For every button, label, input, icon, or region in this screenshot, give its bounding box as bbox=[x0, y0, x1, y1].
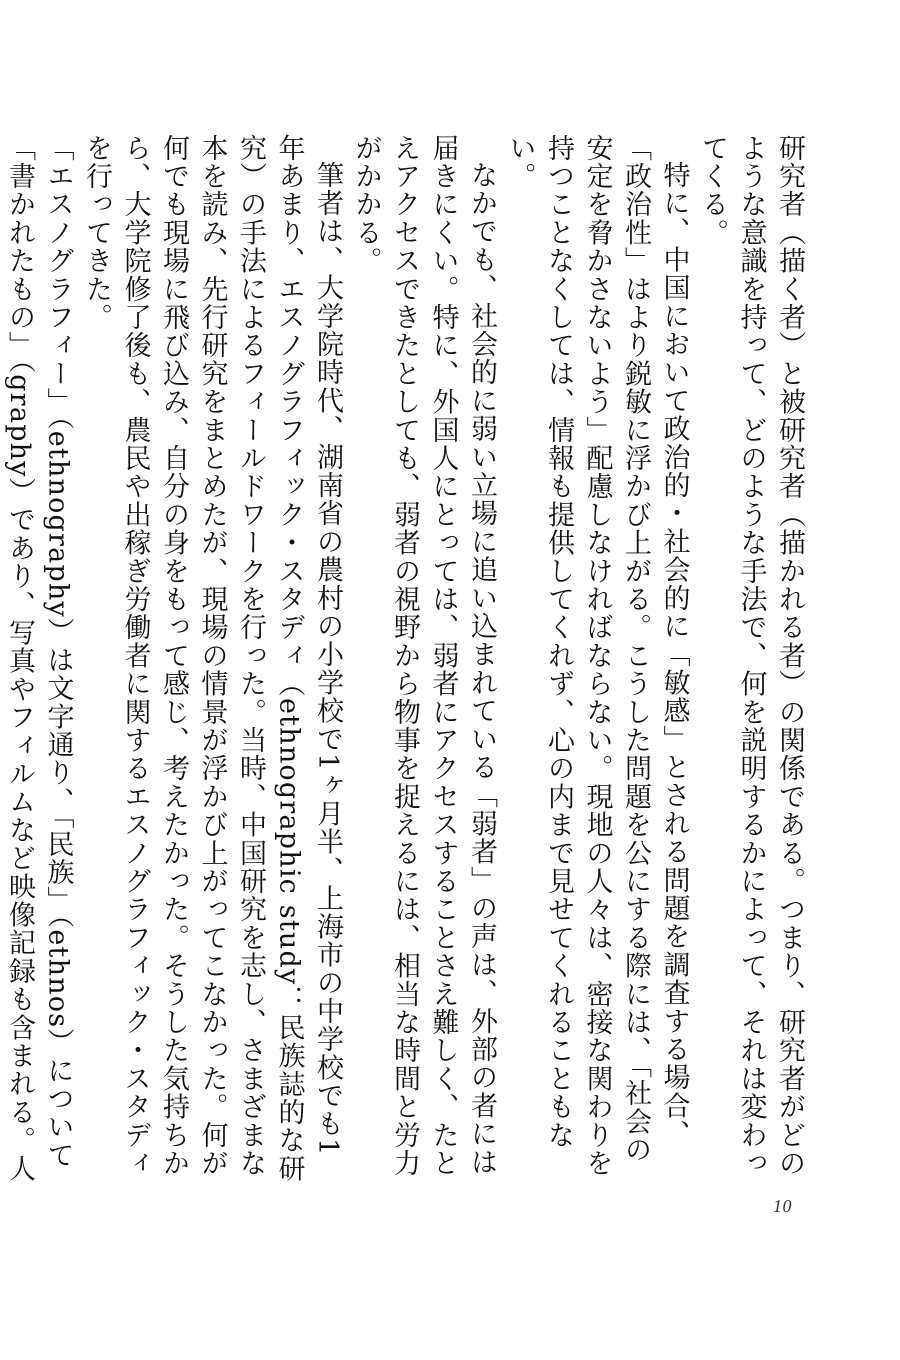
vertical-body-text bbox=[4, 134, 808, 1184]
paragraph-5: 「エスノグラフィー」（ethnography）は文字通り、「民族」（ethnos）について「書かれたもの」（graphy）であり、写真やフィルムなど映像記録も含まれる。人 bbox=[4, 134, 74, 1183]
paragraph-2: 特に、中国において政治的・社会的に「敏感」とされる問題を調査する場合、「政治性」はより鋭敏に浮かび上がる。こうした問題を公にする際には、「社会の安定を脅かさないよう」配慮しなければならない。現地の人々は、密接な関わりを持つことなくしては、情報も提供してくれず、心の内まで見せてくれることもない。 bbox=[504, 134, 690, 1178]
paragraph-4: 筆者は、大学院時代、湖南省の農村の小学校で1ヶ月半、上海市の中学校でも1年あまり、エスノグラフィック・スタディ（ethnographic study：民族誌的な研究）の手法によるフィールドワークを行った。当時、中国研究を志し、さまざまな本を読み、先行研究をまとめたが、現場の情景が浮かび上がってこなかった。何が何でも現場に飛び込み、自分の身をもって感じ、考えたかった。そうした気持ちから、大学院修了後も、農民や出稼ぎ労働者に関するエスノグラフィック・スタディを行ってきた。 bbox=[81, 134, 343, 1183]
paragraph-3: なかでも、社会的に弱い立場に追い込まれている「弱者」の声は、外部の者には届きにくい。特に、外国人にとっては、弱者にアクセスすることさえ難しく、たとえアクセスできたとしても、弱者の視野から物事を捉えるには、相当な時間と労力がかかる。 bbox=[350, 134, 497, 1178]
paragraph-1: 研究者（描く者）と被研究者（描かれる者）の関係である。つまり、研究者がどのような意識を持って、どのような手法で、何を説明するかによって、それは変わってくる。 bbox=[697, 134, 805, 1178]
page-number: 10 bbox=[773, 1196, 792, 1216]
